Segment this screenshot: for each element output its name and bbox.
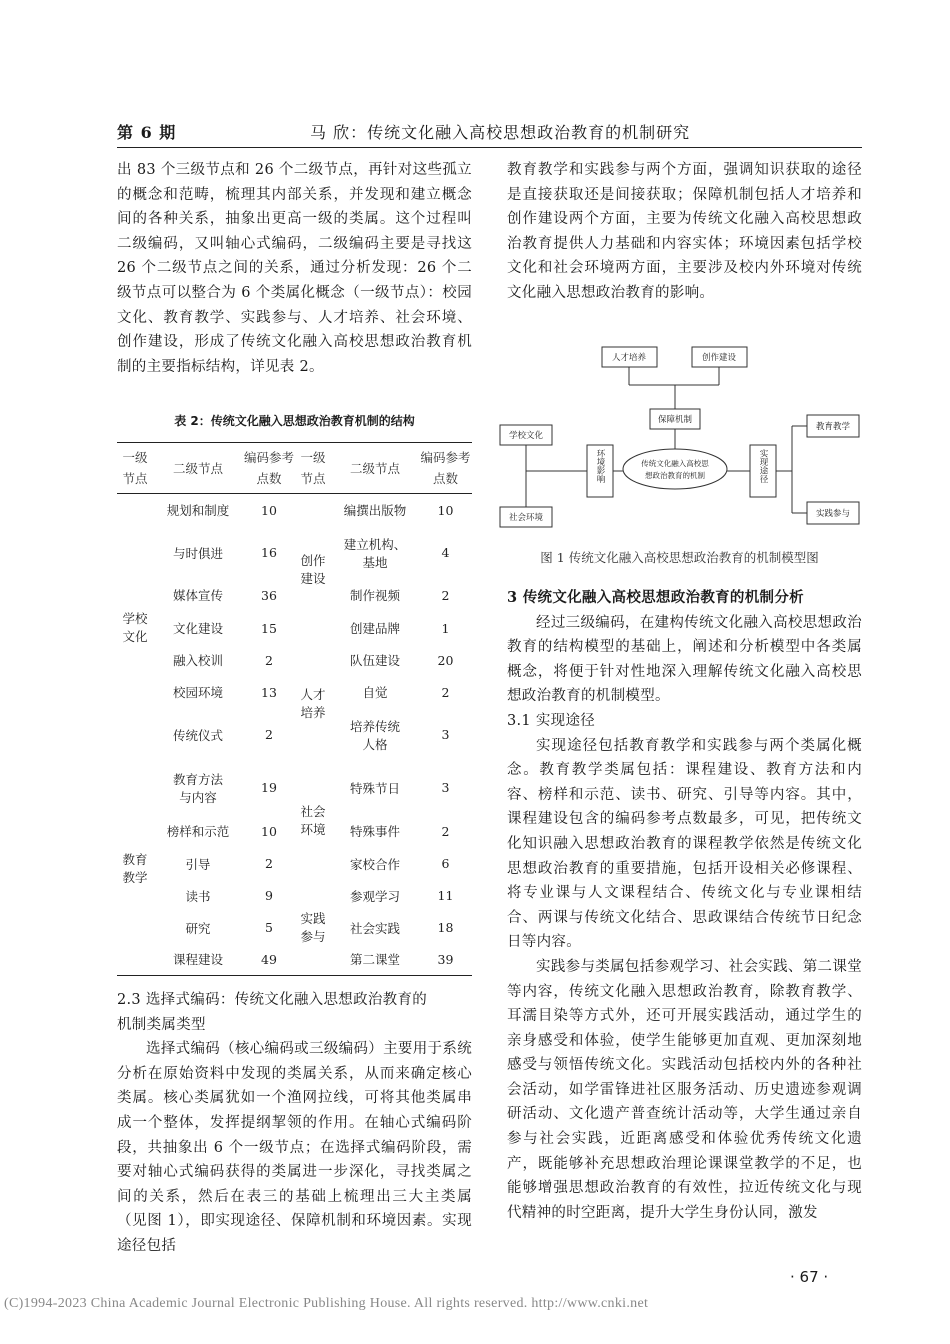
paragraph: 教育教学和实践参与两个方面，强调知识获取的途径是直接获取还是间接获取；保障机制包括人才培养和创作建设两个方面，主要为传统文化融入高校思想政治教育提供人力基础和内容实体；环境因素包括学校文化和社会环境两方面，主要涉及校内外环境对传统文化融入思想政治教育的影响。 <box>507 162 862 301</box>
cell: 9 <box>265 888 273 903</box>
table-row <box>117 676 472 709</box>
cell: 18 <box>437 920 454 935</box>
cell: 读书 <box>185 888 211 904</box>
cell: 1 <box>441 620 450 636</box>
header-rule <box>117 147 862 148</box>
structure-table <box>117 442 472 976</box>
paragraph: 实践参与类属包括参观学习、社会实践、第二课堂等内容，传统文化融入思想政治教育，除教育教学、耳濡目染等方式外，还可开展实践活动，通过学生的亲身感受和体验，使学生能够更加直观、更加深刻地感受与领悟传统文化。实践活动包括校内外的各种社会活动，如学雷锋进社区服务活动、历史遗迹参观调研活动、文化遗产普查统计活动等，大学生通过亲自参与社会实践，近距离感受和体验优秀传统文化遗产，既能够补充思想政治理论课课堂教学的不足，也能够增强思想政治教育的有效性，拉近传统文化与现代精神的时空距离，提升大学生身份认同，激发 <box>507 958 862 1221</box>
cell: 培养传统人格 <box>349 718 400 752</box>
table-header-row <box>117 443 472 494</box>
cell: 11 <box>437 888 454 903</box>
cell: 36 <box>261 587 277 603</box>
cell: 自觉 <box>362 685 388 700</box>
table-row <box>117 912 472 944</box>
header-l1: 一级节点 <box>122 450 148 486</box>
cell: 校园环境 <box>172 685 223 700</box>
label-teaching: 教育教学 <box>815 422 851 432</box>
cell: 2 <box>265 652 273 668</box>
label-practice: 实践参与 <box>815 509 851 519</box>
cell: 特殊节日 <box>349 780 400 796</box>
cell: 家校合作 <box>349 856 400 872</box>
cell: 融入校训 <box>172 653 223 668</box>
cell: 课程建设 <box>172 952 223 968</box>
cell: 2 <box>441 684 450 700</box>
group-cell: 创作建设 <box>300 553 326 587</box>
table-row <box>117 494 472 527</box>
table-row <box>117 612 472 645</box>
cell: 13 <box>261 684 277 700</box>
section-heading-3-1: 3.1 实现途径 <box>507 712 596 729</box>
table-row <box>117 709 472 761</box>
paragraph: 实现途径包括教育教学和实践参与两个类属化概念。教育教学类属包括：课程建设、教育方法和内容、榜样和示范、读书、研究、引导等内容。其中，课程建设包含的编码参考点数最多，可见，把传统文化知识融入思想政治教育的课程教学依然是传统文化思想政治教育的重要措施，包括开设相关必修课程、将专业课与人文课程结合、传统文化与专业课相结合、两课与传统文化结合、思政课结合传统节日纪念日等内容。 <box>507 737 862 951</box>
cell: 与时俱进 <box>172 545 223 561</box>
cell: 文化建设 <box>172 621 223 636</box>
cell: 10 <box>261 502 277 518</box>
cell: 制作视频 <box>349 588 400 603</box>
cell: 16 <box>261 545 277 560</box>
group-cell: 人才培养 <box>300 686 326 720</box>
left-column-bottom <box>117 988 472 1259</box>
label-social-env: 社会环境 <box>508 513 544 523</box>
table-row <box>117 761 472 815</box>
group-cell: 实践参与 <box>300 911 326 945</box>
heading-line: 机制类属类型 <box>117 1016 206 1033</box>
section-heading-2-3 <box>117 988 472 1037</box>
cell: 2 <box>441 823 450 839</box>
table-row <box>117 944 472 976</box>
paragraph: 出 83 个三级节点和 26 个二级节点，再针对这些孤立的概念和范畴，梳理其内部关系，并发现和建立概念间的各种关系，抽象出更高一级的类属。这个过程叫二级编码，又叫轴心式编码，二级编码主要是寻找这 26 个二级节点之间的关系，通过分析发现：26 个二级节点可以整合为 6 个类属化概念（一级节点）：校园文化、教育教学、实践参与、人才培养、社会环境、创作建设，形成了传统文化融入高校思想政治教育机制的主要指标结构，详见表 2。 <box>117 162 472 375</box>
right-column-bottom <box>507 586 862 1225</box>
table-row <box>117 645 472 676</box>
cell: 20 <box>437 652 454 668</box>
cell: 引导 <box>185 856 211 872</box>
label-talent: 人才培养 <box>611 353 647 363</box>
label-creation: 创作建设 <box>701 353 737 363</box>
cell: 教育方法与内容 <box>172 771 223 805</box>
section-heading-3: 3 传统文化融入高校思想政治教育的机制分析 <box>507 589 804 606</box>
header-r2: 二级节点 <box>349 460 400 476</box>
cell: 15 <box>261 620 277 636</box>
table-caption: 表 2：传统文化融入思想政治教育机制的结构 <box>174 414 415 428</box>
cell: 研究 <box>185 920 211 936</box>
cell: 建立机构、基地 <box>343 536 407 570</box>
cell: 10 <box>437 502 454 518</box>
copyright-footer: (C)1994-2023 China Academic Journal Electronic Publishing House. All rights reserved. http://www.cnki.net <box>4 1296 649 1311</box>
cell: 传统仪式 <box>172 727 223 743</box>
cell: 第二课堂 <box>349 952 400 968</box>
left-column-top <box>117 158 472 379</box>
label-realize: 实现途径 <box>758 449 768 483</box>
label-center-2: 想政治教育的机制 <box>645 471 705 480</box>
cell: 3 <box>441 727 450 742</box>
table-row <box>117 815 472 848</box>
cell: 2 <box>441 587 450 603</box>
header-r1: 一级节点 <box>300 450 326 486</box>
cell: 社会实践 <box>349 920 400 936</box>
cell: 创建品牌 <box>349 621 400 636</box>
cell: 队伍建设 <box>349 653 400 668</box>
cell: 3 <box>441 780 450 795</box>
right-column-top <box>507 158 862 306</box>
paragraph: 经过三级编码，在建构传统文化融入高校思想政治教育的结构模型的基础上，阐述和分析模型中各类属概念，将便于针对性地深入理解传统文化融入高校思想政治教育的机制模型。 <box>507 614 862 705</box>
header-rcount: 编码参考点数 <box>420 450 471 486</box>
cell: 编撰出版物 <box>343 503 407 519</box>
header-l2: 二级节点 <box>172 460 223 476</box>
table-row <box>117 527 472 579</box>
cell: 19 <box>261 780 277 795</box>
cell: 2 <box>265 856 273 871</box>
cell: 特殊事件 <box>349 824 400 839</box>
table-row <box>117 579 472 612</box>
heading-line: 2.3 选择式编码：传统文化融入思想政治教育的 <box>117 992 428 1008</box>
cell: 49 <box>261 951 277 967</box>
figure-caption: 图 1 传统文化融入高校思想政治教育的机制模型图 <box>540 550 819 565</box>
cell: 5 <box>265 920 273 935</box>
cell: 参观学习 <box>349 888 400 904</box>
label-center-1: 传统文化融入高校思 <box>641 459 709 468</box>
center-ellipse <box>623 449 727 489</box>
table-row <box>117 880 472 912</box>
cell: 榜样和示范 <box>166 824 230 839</box>
running-title: 马 欣：传统文化融入高校思想政治教育的机制研究 <box>310 123 691 142</box>
paragraph: 选择式编码（核心编码或三级编码）主要用于系统分析在原始资料中发现的类属关系，从而来确定核心类属。核心类属犹如一个渔网拉线，可将其他类属串成一个整体，发挥提纲挈领的作用。在轴心式编码阶段，共抽象出 6 个一级节点；在选择式编码阶段，需要对轴心式编码获得的类属进一步深化，寻找类属之间的关系，然后在表三的基础上梳理出三大主类属（见图 1），即实现途径、保障机制和环境因素。实现途径包括 <box>117 1041 472 1254</box>
cell: 规划和制度 <box>166 503 230 519</box>
label-env-factor: 环境影响 <box>595 449 605 483</box>
header-count: 编码参考点数 <box>244 450 295 486</box>
group-cell: 社会环境 <box>300 804 326 837</box>
group-cell: 学校文化 <box>122 611 148 645</box>
cell: 4 <box>441 545 450 560</box>
group-cell: 教育教学 <box>122 851 148 885</box>
journal-issue: 第 6 期 <box>117 123 177 142</box>
mechanism-model-figure <box>497 345 862 535</box>
table-row <box>117 848 472 880</box>
label-school-culture: 学校文化 <box>508 431 544 441</box>
cell: 39 <box>437 951 454 967</box>
cell: 2 <box>265 727 273 742</box>
label-guarantee: 保障机制 <box>657 415 693 425</box>
cell: 10 <box>261 823 277 839</box>
page-number: · 67 · <box>790 1268 829 1286</box>
cell: 媒体宣传 <box>172 588 223 603</box>
cell: 6 <box>441 856 450 871</box>
